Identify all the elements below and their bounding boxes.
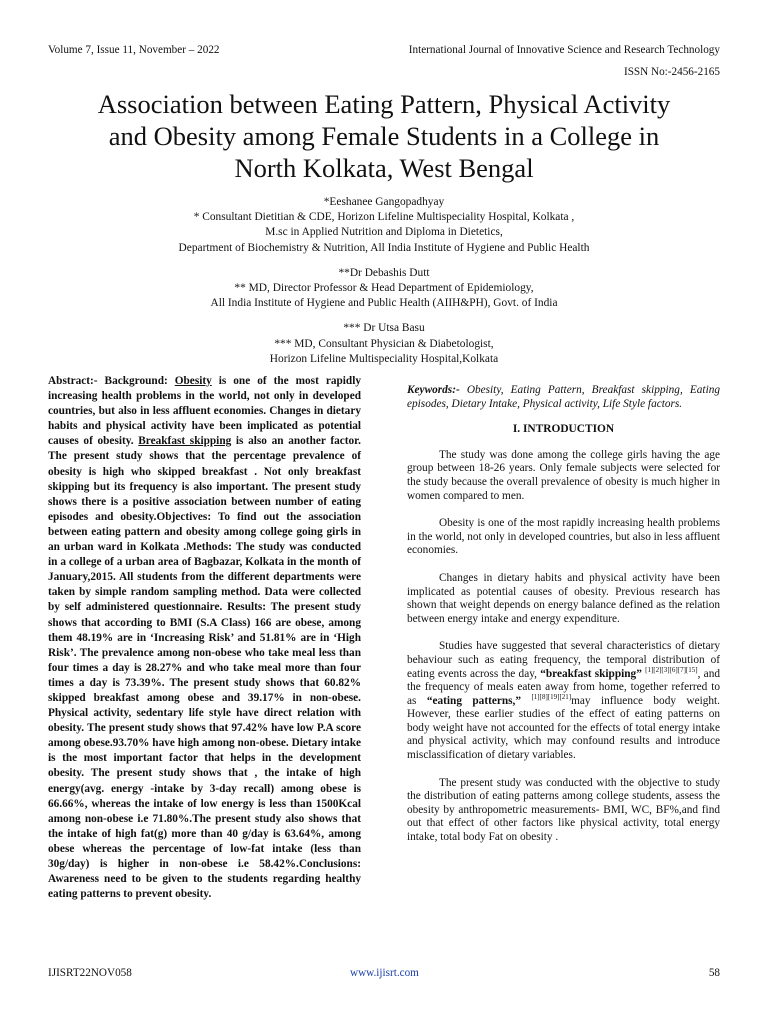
author-affiliation: ** MD, Director Professor & Head Department of Epidemiology, [234, 282, 534, 295]
abstract-keyword-underlined: Obesity [174, 375, 212, 387]
paragraph [407, 640, 720, 762]
abstract-text: is one of the most rapidly increasing health problems in the world, not only in developed countries, but also in less affluent economies. Changes in dietary habits and physical activity have been implicated as potential causes of obesity. [48, 375, 361, 448]
citation: [1][2][3][6][7][15] [645, 665, 698, 674]
right-column [407, 384, 720, 859]
author-affiliation: All India Institute of Hygiene and Public Health (AIIH&PH), Govt. of India [210, 297, 558, 310]
author-affiliation: Horizon Lifeline Multispeciality Hospital,Kolkata [269, 352, 499, 365]
author-block [40, 195, 728, 367]
author-name: *Eeshanee Gangopadhyay [323, 196, 445, 208]
paragraph: Obesity is one of the most rapidly increasing health problems in the world, not only in developed countries, but also in less affluent economies. [407, 517, 720, 557]
bold-term: “eating patterns,” [426, 694, 522, 707]
bold-term: “breakfast skipping” [540, 667, 642, 680]
footer-article-id: IJISRT22NOV058 [48, 967, 132, 979]
header-journal-name: International Journal of Innovative Science and Research Technology [408, 44, 720, 56]
paragraph: Changes in dietary habits and physical activity have been implicated as potential causes of obesity. Previous research has shown that weight depends on energy balance defined as the relation between energy intake and energy expenditure. [407, 571, 720, 625]
paragraph-text: , and the frequency of meals eaten away from home, together referred to as [407, 667, 720, 707]
keywords [407, 384, 720, 411]
keywords-label: Keywords:- [407, 384, 460, 396]
paper-title [30, 88, 738, 184]
section-heading-introduction: I. INTRODUCTION [512, 423, 615, 436]
author-affiliation: *** MD, Consultant Physician & Diabetologist, [274, 337, 494, 350]
paragraph-text: may influence body weight. However, these earlier studies of the effect of eating patterns on body weight have not accounted for the effects of total energy intake and physical activity, which may confound results and introduce misclassification of dietary variables. [407, 694, 720, 762]
title-line: North Kolkata, West Bengal [234, 153, 534, 183]
paragraph: The study was done among the college girls having the age group between 18-26 years. Only female subjects were selected for the study because the overall prevalence of obesity is much higher in women compared to men. [407, 448, 720, 502]
footer-url-link[interactable]: www.ijisrt.com [350, 967, 419, 979]
paragraph-text: Studies have suggested that several characteristics of dietary behaviour such as eating frequency, the temporal distribution of eating events across the day, [407, 640, 720, 680]
abstract-text: is also an another factor. The present study shows that the percentage prevalence of obesity is high who skipped breakfast . Not only breakfast skipping but its frequency is also important. The present study shows there is a positive association between number of eating episodes and obesity.Objectives: To find out the association between eating pattern and obesity among college going girls in an urban ward in Kolkata .Methods: The study was conducted in a college of a urban area of Bagbazar, Kolkata in the month of January,2015. All students from the different departments were taken by simple random sampling method. Data were collected by self administered questionnaire. Results: The present study shows that according to BMI (S.A Class) 166 are obese, among them 48.19% are in ‘Increasing Risk’ and 51.81% are in ‘High Risk’. The prevalence among non-obese who take meal less than four times a day is 28.27% and who take meal more than four times a day is 73.39%. The present study shows that 60.82% skipped breakfast among obese and 39.17% in non-obese. Physical activity, sedentary life style have direct relation with obesity. The present study shows that 97.42% have low P.A score among obese.93.70% have high among non-obese. Dietary intake is the most important factor that helps in the development obesity. The present study shows that , the intake of high energy(avg. energy -intake by 3-day recall) among obese is 66.66%, whereas the intake of low energy is less than 1500Kcal among non-obese i.e 71.80%.The present study also shows that the intake of high fat(g) more than 40 g/day is 63.64%, among obese whereas the percentage of low-fat intake (less than 30g/day) is higher in non-obese i.e 58.42%.Conclusions: Awareness need to be given to the students regarding healthy eating patterns to prevent obesity. [48, 435, 361, 901]
author-name: *** Dr Utsa Basu [343, 322, 425, 335]
author-affiliation: M.sc in Applied Nutrition and Diploma in Dietetics, [265, 226, 503, 239]
title-line: and Obesity among Female Students in a College in [108, 121, 660, 151]
keywords-text: Obesity, Eating Pattern, Breakfast skipping, Eating episodes, Dietary Intake, Physical activity, Life Style factors. [407, 384, 720, 410]
header-issn: ISSN No:-2456-2165 [623, 66, 720, 78]
abstract-keyword-underlined: Breakfast skipping [138, 435, 232, 448]
citation: [1][8][19][21] [531, 692, 572, 701]
author-affiliation: Department of Biochemistry & Nutrition, All India Institute of Hygiene and Public Health [178, 241, 590, 254]
abstract-text: Abstract:- Background: [48, 375, 175, 387]
paragraph: The present study was conducted with the objective to study the distribution of eating patterns among college students, assess the obesity by anthropometric measurements- BMI, WC, BF%,and find out that effect of other factors like physical activity, total energy intake, total body Fat on obesity . [407, 776, 720, 844]
title-line: Association between Eating Pattern, Physical Activity [97, 89, 671, 119]
author-affiliation: * Consultant Dietitian & CDE, Horizon Lifeline Multispeciality Hospital, Kolkata , [193, 211, 575, 224]
author-name: **Dr Debashis Dutt [338, 266, 430, 279]
footer-page-number: 58 [708, 967, 720, 979]
abstract [48, 374, 361, 902]
header-volume: Volume 7, Issue 11, November – 2022 [48, 44, 220, 56]
